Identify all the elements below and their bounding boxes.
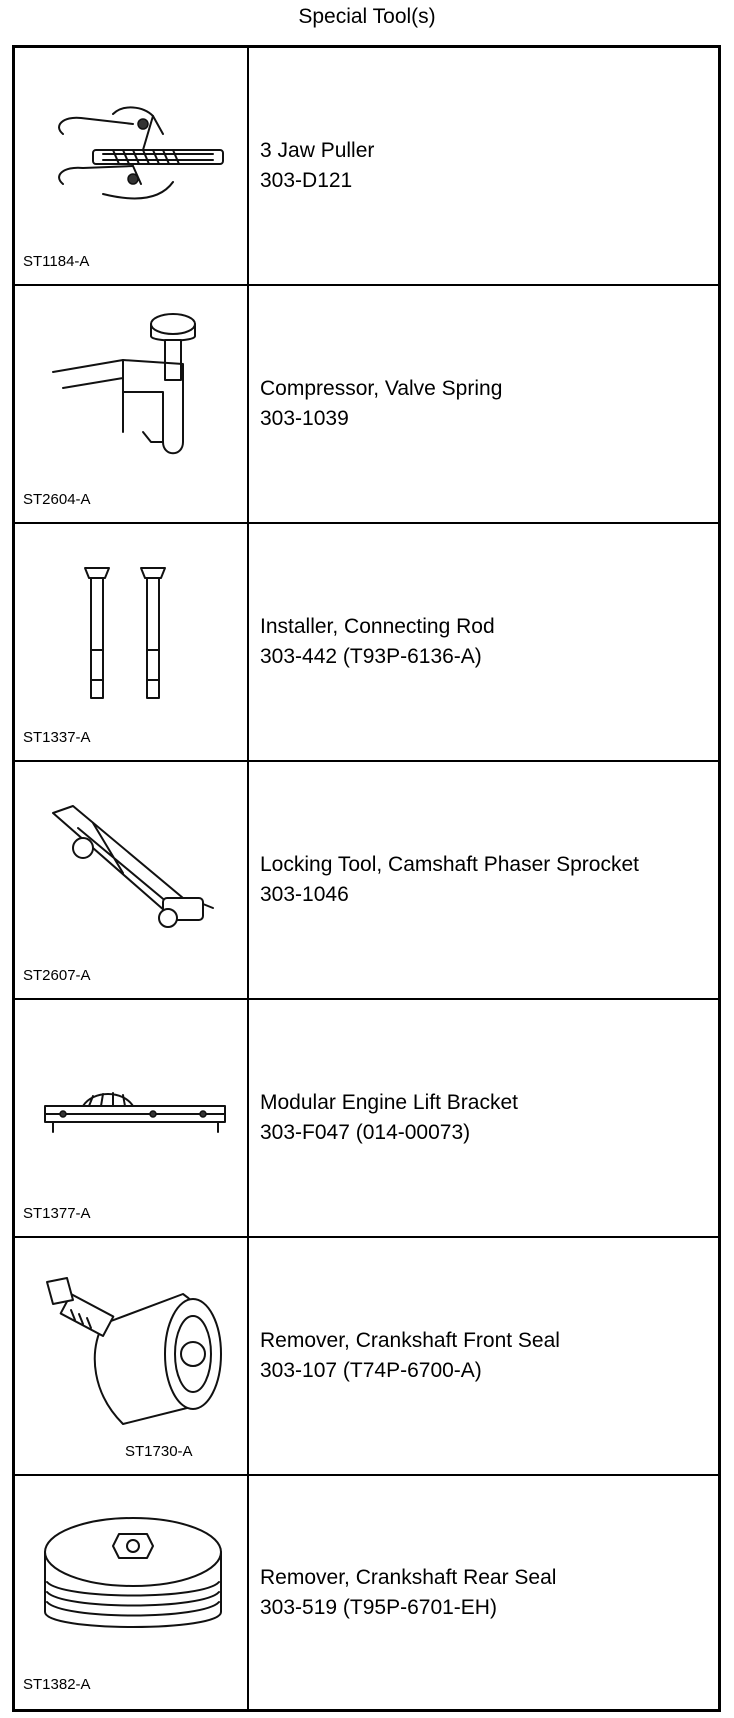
connecting-rod-installer-icon xyxy=(23,530,239,730)
tool-name: Remover, Crankshaft Rear Seal xyxy=(260,1565,557,1589)
tool-description xyxy=(260,524,715,760)
jaw-puller-icon xyxy=(23,54,239,254)
tool-code: ST1337-A xyxy=(23,729,91,746)
tool-name: Compressor, Valve Spring xyxy=(260,377,503,400)
tool-number: 303-F047 (014-00073) xyxy=(260,1121,471,1144)
tool-description xyxy=(260,286,715,522)
tool-name: Locking Tool, Camshaft Phaser Sprocket xyxy=(260,853,639,876)
tool-code: ST1382-A xyxy=(23,1676,91,1693)
tool-number: 303-D121 xyxy=(260,169,353,192)
tool-image-cell xyxy=(15,1000,249,1236)
tool-image-cell xyxy=(15,1476,249,1709)
table-row xyxy=(15,1000,718,1238)
table-row xyxy=(15,286,718,524)
tool-number: 303-107 (T74P-6700-A) xyxy=(260,1359,482,1382)
tool-number: 303-1039 xyxy=(260,407,349,430)
table-row xyxy=(15,48,718,286)
table-row xyxy=(15,1476,718,1709)
tool-image-cell xyxy=(15,762,249,998)
table-row xyxy=(15,1238,718,1476)
tool-image-cell xyxy=(15,1238,249,1474)
page-title: Special Tool(s) xyxy=(298,5,436,28)
tool-image-cell xyxy=(15,286,249,522)
tool-description xyxy=(260,1476,715,1709)
tool-description xyxy=(260,762,715,998)
rear-seal-remover-icon xyxy=(23,1482,239,1682)
tool-description xyxy=(260,1238,715,1474)
tool-code: ST2604-A xyxy=(23,491,91,508)
table-row xyxy=(15,762,718,1000)
camshaft-locking-tool-icon xyxy=(23,768,239,968)
tool-image-cell xyxy=(15,524,249,760)
tool-name: 3 Jaw Puller xyxy=(260,139,375,162)
tool-code: ST1377-A xyxy=(23,1205,91,1222)
tool-image-cell xyxy=(15,48,249,284)
tool-number: 303-519 (T95P-6701-EH) xyxy=(260,1595,497,1619)
valve-spring-compressor-icon xyxy=(23,292,239,492)
engine-lift-bracket-icon xyxy=(23,1006,239,1206)
tool-name: Modular Engine Lift Bracket xyxy=(260,1091,518,1114)
tool-number: 303-1046 xyxy=(260,883,349,906)
tool-description xyxy=(260,1000,715,1236)
tool-description xyxy=(260,48,715,284)
special-tools-table xyxy=(12,45,721,1712)
front-seal-remover-icon xyxy=(23,1244,239,1444)
table-row xyxy=(15,524,718,762)
tool-code: ST1730-A xyxy=(125,1443,193,1460)
tool-code: ST1184-A xyxy=(23,253,90,270)
tool-name: Installer, Connecting Rod xyxy=(260,615,495,638)
tool-number: 303-442 (T93P-6136-A) xyxy=(260,645,482,668)
tool-code: ST2607-A xyxy=(23,967,91,984)
tool-name: Remover, Crankshaft Front Seal xyxy=(260,1329,560,1352)
